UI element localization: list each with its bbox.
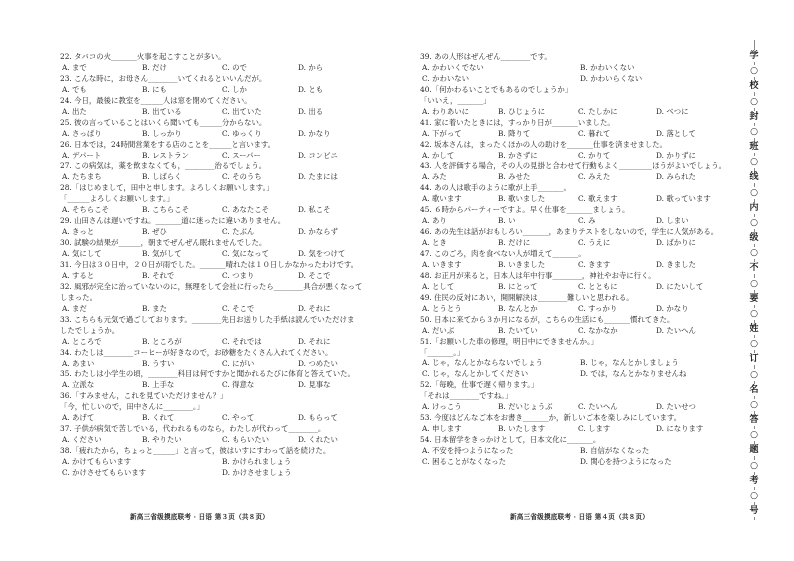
page-3-column: [60, 52, 405, 479]
answer-option[interactable]: B. しっかり: [142, 128, 182, 138]
page-3-footer: 新高三省级摸底联考 · 日语 第３页（共８页）: [130, 513, 270, 521]
question-text: 40.「何かわるいことでもあるのでしょうか」: [420, 84, 573, 94]
answer-option[interactable]: C. かけさせてもらいます: [62, 467, 146, 477]
binding-circle: ○: [747, 338, 761, 350]
answer-options: [420, 326, 735, 337]
binding-circle: ○: [747, 96, 761, 108]
binding-char: 考: [747, 475, 761, 487]
binding-circle: ○: [747, 460, 761, 472]
answer-option[interactable]: B. にとって: [498, 281, 538, 291]
question-text: 27. この病気は，薬を飲まなくても，________治るでしょう。: [60, 161, 267, 171]
answer-options: [420, 424, 735, 435]
answer-options: [60, 413, 405, 424]
answer-option[interactable]: D. べつに: [656, 106, 689, 116]
binding-circle: ○: [747, 490, 761, 502]
answer-option[interactable]: B. また: [142, 303, 167, 313]
answer-option[interactable]: C. 暮れて: [578, 128, 611, 138]
question-text: 「それは________ですね。」: [420, 391, 513, 401]
answer-option[interactable]: B. 上手な: [142, 380, 175, 390]
answer-options: [420, 304, 735, 315]
answer-options: [420, 457, 735, 468]
answer-option[interactable]: D. 気をつけて: [298, 249, 346, 259]
question-text: 54. 日本留学をきっかけとして，日本文化に_______。: [420, 435, 601, 445]
question-text: 43. 人を評価する場合，その人の見掛と合わせて行動もよく_________ほうがよいでしょう。: [420, 161, 727, 171]
question-text: 50. 日本に来てから３か月になるが，こちらの生活にも_______慣れてきた。: [420, 314, 675, 324]
binding-char: 号: [747, 505, 761, 517]
answer-option[interactable]: A. とき: [422, 238, 447, 248]
answer-option[interactable]: B. こちらこそ: [142, 205, 190, 215]
question-text: 38.「疲れたから，ちょっと______」と言って，彼はいすにすわって話を続けた。: [60, 446, 331, 456]
answer-option[interactable]: B. だけに: [498, 238, 531, 248]
answer-option[interactable]: D. 見事な: [298, 380, 331, 390]
answer-option[interactable]: B. 歌いました: [498, 194, 546, 204]
answer-options: [60, 249, 405, 260]
question-text: 51.「お願いした車の修理，明日中にできませんか。」: [420, 336, 599, 346]
answer-options: [60, 227, 405, 238]
binding-char: 内: [747, 202, 761, 214]
answer-options: [420, 238, 735, 249]
question-text: 「今，忙しいので，田中さんに________。」: [60, 402, 204, 412]
question-text: 46. あの先生は話がおもしろい_______，あまりテストをしないので，学生に人気がある。: [420, 227, 719, 237]
question-text: 25. 彼の言っていることはいくら聞いても______分からない。: [60, 117, 267, 127]
answer-option[interactable]: C. もらいたい: [222, 435, 270, 445]
answer-option[interactable]: A. じゃ，なんとかならないでしょう: [422, 358, 543, 368]
answer-option[interactable]: B. 降りて: [498, 128, 531, 138]
answer-option[interactable]: B. いたします: [498, 424, 546, 434]
answer-option[interactable]: A. でも: [62, 84, 87, 94]
answer-option[interactable]: A. きっと: [62, 227, 95, 237]
answer-options: [420, 129, 735, 140]
question-text: 41. 家に着いたときには，すっかり日が_______いました。: [420, 117, 615, 127]
question-text: 44. あの人は歌手のように歌が上手_______。: [420, 183, 571, 193]
answer-option[interactable]: B. 気がして: [142, 249, 182, 259]
answer-options: [420, 194, 735, 205]
answer-option[interactable]: A. まだ: [62, 303, 87, 313]
binding-char: 订: [747, 353, 761, 365]
answer-option[interactable]: B. みせた: [498, 172, 531, 182]
answer-option[interactable]: C. たいへん: [578, 402, 618, 412]
answer-option[interactable]: C. します: [578, 424, 611, 434]
answer-options: [60, 435, 405, 446]
answer-option[interactable]: A. かして: [422, 150, 455, 160]
answer-option[interactable]: C. そこで: [222, 303, 255, 313]
answer-option[interactable]: B. 出ている: [142, 106, 182, 116]
answer-option[interactable]: D. かなり: [298, 128, 331, 138]
answer-option[interactable]: B. かけられましょう: [222, 457, 292, 467]
answer-option[interactable]: A. みた: [422, 172, 447, 182]
answer-option[interactable]: D. にたいして: [656, 281, 704, 291]
question-text: 22. タバコの火_______火事を起こすことが多い。: [60, 52, 226, 61]
answer-option[interactable]: A. あまい: [62, 358, 95, 368]
answer-option[interactable]: A. 下がって: [422, 128, 462, 138]
question-text: 32. 風邪が完全に治っていないのに，無理をして会社に行ったら________具合が悪くなって: [60, 281, 363, 291]
answer-option[interactable]: C. ゆっくり: [222, 128, 262, 138]
answer-option[interactable]: A. あり: [422, 216, 447, 226]
answer-option[interactable]: C. にがい: [222, 358, 255, 368]
answer-option[interactable]: D. きました: [656, 259, 696, 269]
answer-option[interactable]: C. すっかり: [578, 303, 618, 313]
answer-option[interactable]: A. だいぶ: [422, 325, 455, 335]
answer-option[interactable]: B. それで: [142, 270, 175, 280]
answer-option[interactable]: A. 出た: [62, 106, 87, 116]
answer-option[interactable]: D. つめたい: [298, 358, 338, 368]
question-text: 29. 山田さんは遅いですね。_______道に迷ったに違いありません。: [60, 216, 286, 226]
answer-options: [420, 172, 735, 183]
answer-option[interactable]: A. デパート: [62, 150, 102, 160]
question-text: 26. 日本では，24時間営業をする店のことを______と言います。: [60, 139, 276, 149]
binding-char: 答: [747, 414, 761, 426]
binding-circle: ○: [747, 278, 761, 290]
question-text: 34. わたしは________コーヒーが好きなので，お砂糖をたくさん入れてください。: [60, 347, 333, 357]
answer-option[interactable]: B. たいてい: [498, 325, 538, 335]
answer-option[interactable]: A. たちまち: [62, 172, 102, 182]
question-text: 39. あの人形はぜんぜん________です。: [420, 52, 552, 61]
answer-option[interactable]: C. ので: [222, 62, 247, 72]
answer-option[interactable]: D. それに: [298, 303, 331, 313]
answer-option[interactable]: D. コンビニ: [298, 150, 338, 160]
answer-option[interactable]: A. とうとう: [422, 303, 462, 313]
binding-circle: ○: [747, 369, 761, 381]
answer-option[interactable]: B. ひじょうに: [498, 106, 546, 116]
answer-option[interactable]: B. にも: [142, 84, 167, 94]
binding-char: 级: [747, 232, 761, 244]
binding-circle: ○: [747, 187, 761, 199]
answer-options: [420, 63, 735, 74]
answer-option[interactable]: D. かりずに: [656, 150, 696, 160]
answer-option[interactable]: D. 歌っています: [656, 194, 711, 204]
answer-option[interactable]: B. 自信がなくなった: [580, 446, 650, 456]
question-text: 「_______。」: [420, 347, 465, 357]
answer-options: [420, 358, 735, 369]
answer-option[interactable]: A. けっこう: [422, 402, 462, 412]
question-text: したでしょうか。: [60, 325, 120, 335]
answer-option[interactable]: A. わりあいに: [422, 106, 469, 116]
page-4-column: [420, 52, 735, 468]
answer-option[interactable]: A. さっぱり: [62, 128, 102, 138]
answer-options: [60, 359, 405, 370]
answer-options: [420, 216, 735, 227]
answer-option[interactable]: B. うすい: [142, 358, 175, 368]
question-text: 37. 子供が病気で苦しでいる，代われるものなら，わたしが代わって________。: [60, 424, 326, 434]
answer-options: [60, 271, 405, 282]
question-text: 24. 今日，最後に教室を______人は窓を閉めてください。: [60, 95, 252, 105]
answer-options: [420, 107, 735, 118]
answer-option[interactable]: A. として: [422, 281, 455, 291]
answer-option[interactable]: A. いきます: [422, 259, 462, 269]
answer-option[interactable]: B. いきました: [498, 259, 546, 269]
answer-option[interactable]: C. しか: [222, 84, 247, 94]
question-text: 53. 今度はどんなご本をお書き_______か，新しいご本を楽しみにしています。: [420, 413, 682, 423]
answer-option[interactable]: A. かわいくでない: [422, 62, 484, 72]
answer-option[interactable]: C. 得意な: [222, 380, 255, 390]
question-text: しまった。: [60, 292, 97, 302]
binding-char: 学: [747, 50, 761, 62]
answer-options: [420, 151, 735, 162]
answer-option[interactable]: A. 不安を持つようになった: [422, 446, 514, 456]
answer-option[interactable]: D. かなり: [656, 303, 689, 313]
answer-option[interactable]: D. かならず: [298, 227, 338, 237]
answer-options: [420, 74, 735, 85]
answer-option[interactable]: D. そこで: [298, 270, 331, 280]
question-text: 33. こちらも元気で過ごしております。________先日お送りした手紙は読んでいただけま: [60, 314, 355, 324]
answer-option[interactable]: B. しばらく: [142, 172, 182, 182]
question-text: 28.「はじめまして，田中と申します。よろしくお願いします。」: [60, 183, 274, 193]
answer-option[interactable]: C. かりて: [578, 150, 611, 160]
binding-circle: ○: [747, 247, 761, 259]
answer-option[interactable]: C. 出ていた: [222, 106, 262, 116]
binding-char: 线: [747, 171, 761, 183]
binding-char: 封: [747, 111, 761, 123]
answer-options: [420, 446, 735, 457]
answer-option[interactable]: D. とも: [298, 84, 324, 94]
answer-option[interactable]: B. くれて: [142, 413, 175, 423]
answer-option[interactable]: C. つまり: [222, 270, 255, 280]
answer-option[interactable]: C. そのうち: [222, 172, 262, 182]
answer-options: [60, 337, 405, 348]
answer-option[interactable]: B. レストラン: [142, 150, 189, 160]
answer-option[interactable]: B. かわいくない: [580, 62, 635, 72]
answer-option[interactable]: D. かけさせましょう: [222, 467, 292, 477]
answer-options: [60, 63, 405, 74]
binding-char: 不: [747, 262, 761, 274]
answer-option[interactable]: D. たまには: [298, 172, 338, 182]
question-text: 23. こんな時に，お母さん________いてくれるといいんだが。: [60, 73, 267, 83]
question-text: 35. わたしは小学生の頃，________科目は何ですかと聞かれるたびに体育と答えていた。: [60, 369, 355, 379]
answer-option[interactable]: B. なんとか: [498, 303, 538, 313]
answer-options: [60, 468, 405, 479]
answer-option[interactable]: B. かさずに: [498, 150, 538, 160]
answer-option[interactable]: A. かけてもらいます: [62, 457, 132, 467]
answer-option[interactable]: B. じゃ，なんとかしましょう: [580, 358, 679, 368]
answer-option[interactable]: B. い: [498, 216, 516, 226]
answer-option[interactable]: A. まで: [62, 62, 87, 72]
binding-circle: ○: [747, 217, 761, 229]
binding-char: 要: [747, 293, 761, 305]
answer-options: [60, 107, 405, 118]
answer-option[interactable]: C. スーパー: [222, 150, 261, 160]
answer-option[interactable]: D. それに: [298, 336, 331, 346]
answer-option[interactable]: C. み: [578, 216, 596, 226]
answer-options: [420, 402, 735, 413]
answer-option[interactable]: C. とともに: [578, 281, 618, 291]
answer-options: [420, 282, 735, 293]
answer-options: [60, 457, 405, 468]
answer-option[interactable]: C. みえた: [578, 172, 611, 182]
answer-options: [60, 304, 405, 315]
question-text: 42. 坂本さんは，まったくほかの人の助けを_______仕事を済ませました。: [420, 139, 667, 149]
answer-option[interactable]: D. かわいらくない: [580, 73, 643, 83]
answer-options: [60, 205, 405, 216]
answer-option[interactable]: A. 気にして: [62, 249, 102, 259]
answer-option[interactable]: C. それでは: [222, 336, 262, 346]
answer-option[interactable]: C. 歌えます: [578, 194, 618, 204]
binding-circle: ○: [747, 156, 761, 168]
answer-option[interactable]: A. あげて: [62, 413, 95, 423]
answer-option[interactable]: C. かわいない: [422, 73, 470, 83]
question-text: 36.「すみません，これを見ていただけません？」: [60, 391, 228, 401]
question-text: 47. このごろ，肉を食べない人が増えて_______。: [420, 249, 586, 259]
answer-option[interactable]: C. 気になって: [222, 249, 270, 259]
binding-char: 校: [747, 80, 761, 92]
question-text: 30. 試験の結果が______，朝までぜんぜん眠れませんでした。: [60, 238, 267, 248]
answer-option[interactable]: A. 歌います: [422, 194, 462, 204]
answer-options: [60, 151, 405, 162]
answer-option[interactable]: C. たぶん: [222, 227, 255, 237]
answer-option[interactable]: A. ところで: [62, 336, 102, 346]
binding-circle: ○: [747, 126, 761, 138]
answer-option[interactable]: A. すると: [62, 270, 95, 280]
page-4-footer: 新高三省级摸底联考 · 日语 第４页（共８页）: [510, 513, 650, 521]
binding-char: 姓: [747, 323, 761, 335]
answer-option[interactable]: D. 私こそ: [298, 205, 331, 215]
answer-option[interactable]: A. ください: [62, 435, 102, 445]
answer-option[interactable]: B. ところが: [142, 336, 182, 346]
answer-option[interactable]: C. 困ることがなくなった: [422, 456, 506, 466]
question-text: 45. ６時からパーティーですよ。早く仕事を_______ましょう。: [420, 205, 630, 215]
answer-option[interactable]: D. 関心を持つようになった: [580, 456, 672, 466]
binding-margin: [738, 40, 768, 520]
answer-option[interactable]: D. から: [298, 62, 324, 72]
answer-option[interactable]: D. たいへん: [656, 325, 696, 335]
answer-options: [420, 260, 735, 271]
question-text: 「______よろしくお願いします。」: [60, 194, 174, 204]
answer-option[interactable]: A. 申します: [422, 424, 462, 434]
answer-option[interactable]: C. たしかに: [578, 106, 618, 116]
answer-option[interactable]: D. 落として: [656, 128, 696, 138]
binding-circle: ○: [747, 65, 761, 77]
answer-options: [60, 85, 405, 96]
question-text: 48. お正月が来ると，日本人は年中行事________，神社やお寺に行く。: [420, 270, 656, 280]
answer-option[interactable]: D. になります: [656, 424, 704, 434]
answer-option[interactable]: B. だけ: [142, 62, 167, 72]
answer-option[interactable]: C. なかなか: [578, 325, 618, 335]
answer-option[interactable]: C. やって: [222, 413, 255, 423]
question-text: 52.「毎晩，仕事で遅く帰ります。」: [420, 380, 539, 390]
answer-option[interactable]: B. やりたい: [142, 435, 182, 445]
answer-option[interactable]: D. ばかりに: [656, 238, 696, 248]
answer-option[interactable]: D. しまい: [656, 216, 689, 226]
binding-circle: ○: [747, 308, 761, 320]
answer-options: [420, 369, 735, 380]
binding-char: 名: [747, 384, 761, 396]
binding-char: 班: [747, 141, 761, 153]
answer-option[interactable]: B. ぜひ: [142, 227, 167, 237]
answer-option[interactable]: D. もらって: [298, 413, 338, 423]
answer-option[interactable]: A. そちらこそ: [62, 205, 109, 215]
binding-circle: ○: [747, 429, 761, 441]
binding-char: 题: [747, 444, 761, 456]
answer-option[interactable]: C. きます: [578, 259, 611, 269]
answer-option[interactable]: D. たいせつ: [656, 402, 696, 412]
answer-options: [60, 129, 405, 140]
question-text: 49. 住民の反対にあい，開開解決は________難しいと思われる。: [420, 292, 634, 302]
question-text: 31. 今日は３０日中，２０日が雨でした。_______晴れたは１０日しかなかったわけです。: [60, 259, 359, 269]
answer-option[interactable]: A. 立派な: [62, 380, 95, 390]
answer-option[interactable]: C. じゃ，なんとかしてください: [422, 369, 529, 379]
binding-circle: ○: [747, 399, 761, 411]
answer-options: [60, 380, 405, 391]
answer-option[interactable]: D. では，なんとかなりませんね: [580, 369, 687, 379]
answer-option[interactable]: D. みられた: [656, 172, 696, 182]
answer-option[interactable]: C. あなたこそ: [222, 205, 270, 215]
answer-option[interactable]: D. くれたい: [298, 435, 338, 445]
answer-options: [60, 172, 405, 183]
answer-option[interactable]: D. 出る: [298, 106, 324, 116]
answer-option[interactable]: C. うえに: [578, 238, 611, 248]
answer-option[interactable]: B. だいじょうぶ: [498, 402, 553, 412]
question-text: 「いいえ，_______」: [420, 95, 491, 105]
